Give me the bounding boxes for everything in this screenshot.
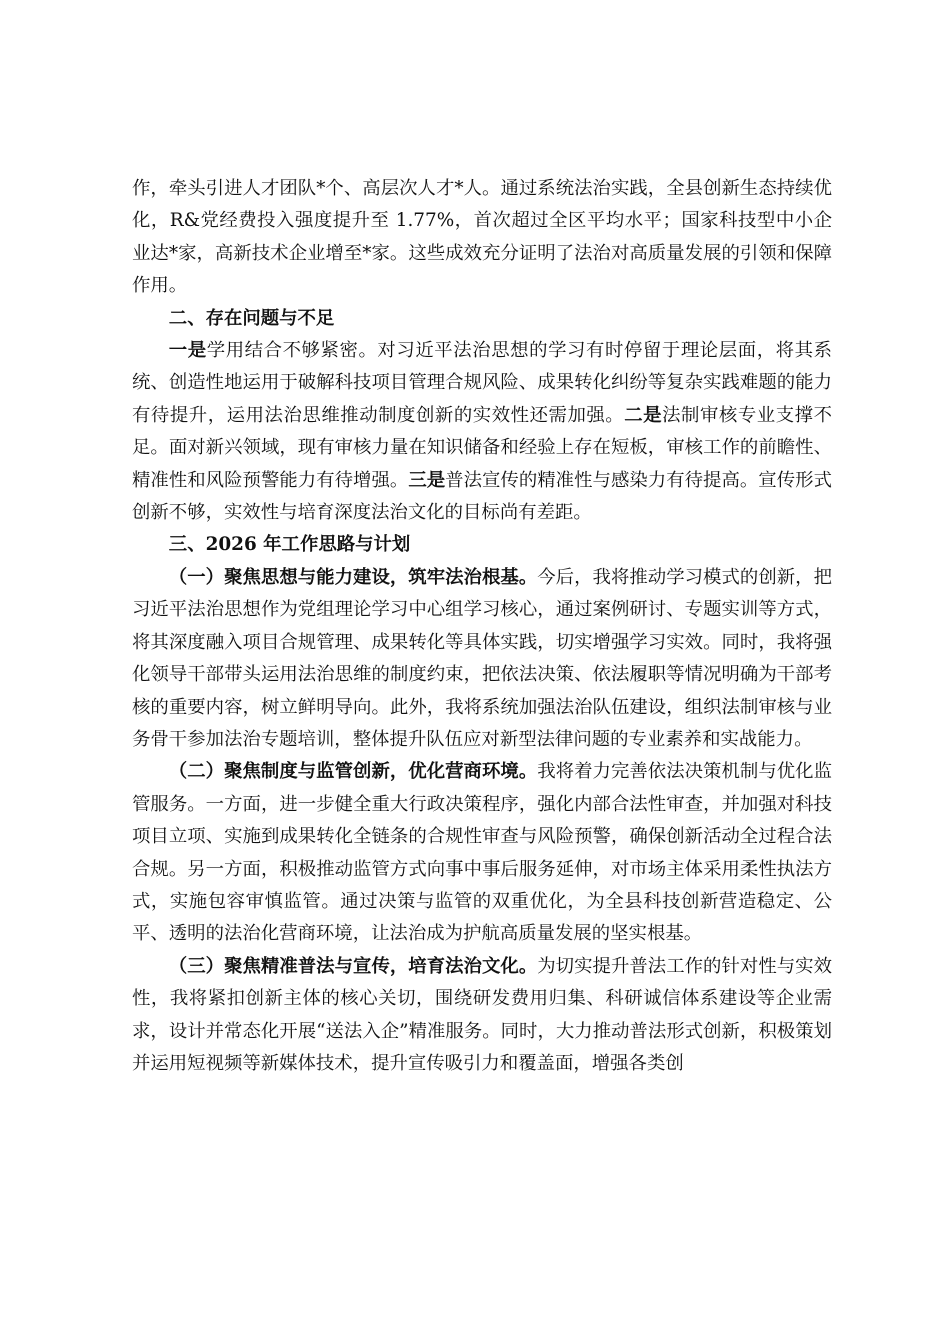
- plan-3-text: 为切实提升普法工作的针对性与实效性，我将紧扣创新主体的核心关切，围绕研发费用归集、科研诚信体系建设等企业需求，设计并常态化开展“送法入企”精准服务。同时，大力推动普法形式创新，积极策划并运用短视频等新媒体技术，提升宣传吸引力和覆盖面，增强各类创: [132, 955, 832, 1074]
- problem-text-2: 法制审核专业支撑不足。面对新兴领域，现有审核力量在知识储备和经验上存在短板，审核工作的前瞻性、精准性和风险预警能力有待增强。: [132, 404, 832, 491]
- plan-2-text: 我将着力完善依法决策机制与优化监管服务。一方面，进一步健全重大行政决策程序，强化内部合法性审查，并加强对科技项目立项、实施到成果转化全链条的合规性审查与风险预警，确保创新活动全过程合法合规。另一方面，积极推动监管方式向事中事后服务延伸，对市场主体采用柔性执法方式，实施包容审慎监管。通过决策与监管的双重优化，为全县科技创新营造稳定、公平、透明的法治化营商环境，让法治成为护航高质量发展的坚实根基。: [132, 761, 832, 945]
- section-heading-plan: 三、2026 年工作思路与计划: [168, 534, 411, 556]
- paragraph-achievements: 作，牵头引进人才团队*个、高层次人才*人。通过系统法治实践，全县创新生态持续优化，R&党经费投入强度提升至 1.77%，首次超过全区平均水平；国家科技型中小企业达*家，高新技术企业增至*家。这些成效充分证明了法治对高质量发展的引领和保障作用。: [132, 178, 832, 297]
- paragraph-plan-2: [132, 756, 832, 950]
- problem-lead-3: 三是: [408, 469, 446, 491]
- document-body: [132, 173, 832, 1080]
- problem-text-3: 普法宣传的精准性与感染力有待提高。宣传形式创新不够，实效性与培育深度法治文化的目标尚有差距。: [132, 469, 832, 524]
- plan-3-title: （三）聚焦精准普法与宣传，培育法治文化。: [168, 955, 538, 977]
- plan-1-text: 今后，我将推动学习模式的创新，把习近平法治思想作为党组理论学习中心组学习核心，通过案例研讨、专题实训等方式，将其深度融入项目合规管理、成果转化等具体实践，切实增强学习实效。同时，我将强化领导干部带头运用法治思维的制度约束，把依法决策、依法履职等情况明确为干部考核的重要内容，树立鲜明导向。此外，我将系统加强法治队伍建设，组织法制审核与业务骨干参加法治专题培训，整体提升队伍应对新型法律问题的专业素养和实战能力。: [132, 566, 832, 750]
- problem-lead-1: 一是: [168, 340, 207, 362]
- paragraph-plan-3: [132, 951, 832, 1081]
- section-heading-problems: 二、存在问题与不足: [168, 307, 335, 329]
- problem-lead-2: 二是: [624, 404, 663, 426]
- paragraph-plan-1: [132, 562, 832, 756]
- plan-1-title: （一）聚焦思想与能力建设，筑牢法治根基。: [168, 566, 538, 588]
- problem-text-1: 学用结合不够紧密。对习近平法治思想的学习有时停留于理论层面，将其系统、创造性地运用于破解科技项目管理合规风险、成果转化纠纷等复杂实践难题的能力有待提升，运用法治思维推动制度创新的实效性还需加强。: [132, 340, 832, 426]
- plan-2-title: （二）聚焦制度与监管创新，优化营商环境。: [168, 761, 538, 783]
- paragraph-problems: [132, 335, 832, 529]
